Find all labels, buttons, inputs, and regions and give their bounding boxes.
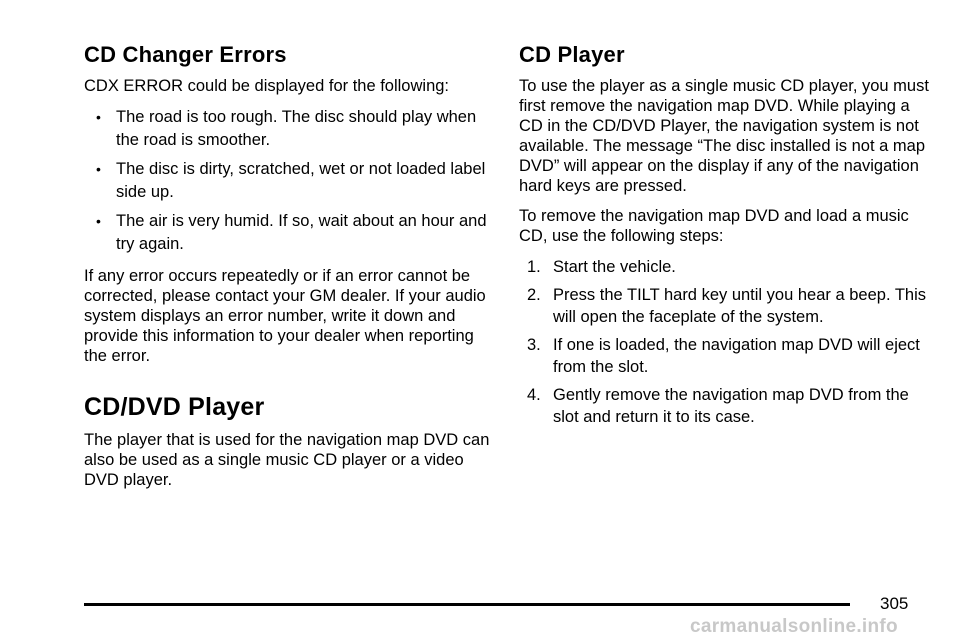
cd-dvd-player-heading: CD/DVD Player	[84, 393, 265, 421]
footer-rule	[84, 603, 850, 606]
list-item-text: The disc is dirty, scratched, wet or not loaded label side up.	[116, 160, 486, 201]
cd-player-heading: CD Player	[519, 42, 625, 67]
step-number: 2.	[527, 286, 541, 304]
cd-player-steps	[519, 256, 929, 428]
step-number: 3.	[527, 336, 541, 354]
cd-changer-errors-heading: CD Changer Errors	[84, 42, 287, 67]
cd-player-para-1: To use the player as a single music CD player, you must first remove the navigation map DVD. While playing a CD in the CD/DVD Player, the navigation system is not available. The message “The disc installed is not a map DVD” will appear on the display if any of the navigation hard keys are pressed.	[519, 77, 929, 195]
list-item	[84, 106, 494, 152]
cd-changer-errors-intro: CDX ERROR could be displayed for the following:	[84, 77, 450, 95]
bullet-icon: •	[96, 109, 101, 125]
cd-player-para-2: To remove the navigation map DVD and load a music CD, use the following steps:	[519, 207, 909, 245]
page-number: 305	[880, 594, 909, 613]
step-number: 4.	[527, 386, 541, 404]
section-spacer	[84, 376, 494, 392]
list-item	[84, 158, 494, 204]
step-text: Start the vehicle.	[553, 258, 676, 276]
step-text: Gently remove the navigation map DVD from the slot and return it to its case.	[553, 386, 909, 426]
list-item	[519, 256, 929, 278]
bullet-icon: •	[96, 213, 101, 229]
list-item	[519, 384, 929, 428]
cd-dvd-player-body: The player that is used for the navigation map DVD can also be used as a single music CD player or a video DVD player.	[84, 431, 490, 489]
step-text: Press the TILT hard key until you hear a beep. This will open the faceplate of the system.	[553, 286, 926, 326]
cd-changer-errors-closing: If any error occurs repeatedly or if an error cannot be corrected, please contact your GM dealer. If your audio system displays an error number, write it down and provide this information to your dealer when reporting the error.	[84, 267, 486, 365]
step-text: If one is loaded, the navigation map DVD will eject from the slot.	[553, 336, 920, 376]
bullet-icon: •	[96, 161, 101, 177]
watermark: carmanualsonline.info	[690, 616, 898, 637]
left-column	[84, 42, 494, 500]
list-item-text: The air is very humid. If so, wait about an hour and try again.	[116, 212, 487, 253]
list-item	[84, 210, 494, 256]
cd-changer-errors-list	[84, 106, 494, 256]
list-item	[519, 334, 929, 378]
right-column	[519, 42, 929, 434]
step-number: 1.	[527, 258, 541, 276]
list-item-text: The road is too rough. The disc should play when the road is smoother.	[116, 108, 477, 149]
list-item	[519, 284, 929, 328]
